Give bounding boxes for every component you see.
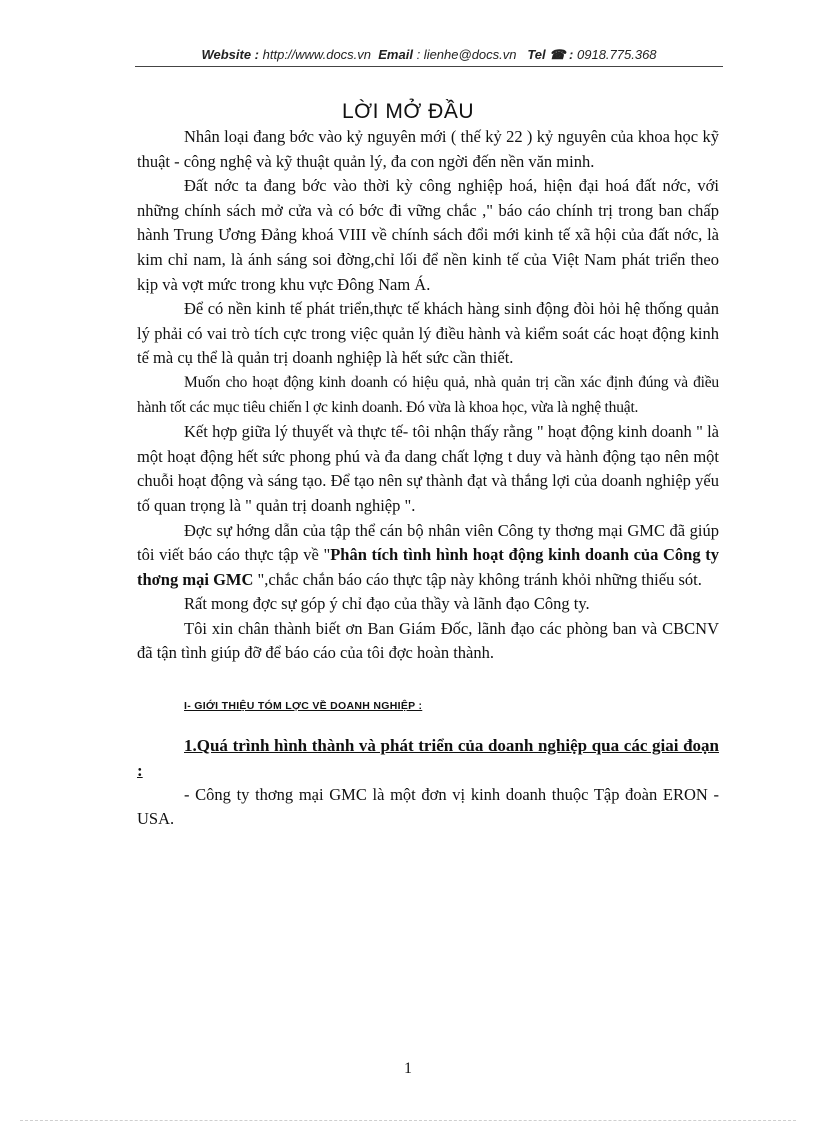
report-topic-bold: Phân tích tình hình hoạt động kinh doanh của Công ty thơng mại GMC xyxy=(137,545,720,589)
spacer xyxy=(137,666,719,694)
page-header xyxy=(135,47,723,63)
paragraph-4: Muốn cho hoạt động kinh doanh có hiệu quả, nhà quản trị cần xác định đúng và điều hành tốt các mục tiêu chiến l ợc kinh doanh. Đó vừa là khoa học, vừa là nghệ thuật. xyxy=(137,373,719,416)
document-body xyxy=(137,125,719,832)
paragraph-1: Nhân loại đang bớc vào kỷ nguyên mới ( thế kỷ 22 ) kỷ nguyên của khoa học kỹ thuật - công nghệ và kỹ thuật quản lý, đa con ngời đến nền văn minh. xyxy=(137,127,719,171)
paragraph-6-text-after: ",chắc chắn báo cáo thực tập này không tránh khỏi những thiếu sót. xyxy=(253,569,702,589)
paragraph-3: Để có nền kinh tế phát triển,thực tế khách hàng sinh động đòi hỏi hệ thống quản lý phải có vai trò tích cực trong việc quản lý điều hành và kiểm soát các hoạt động kinh tế mà cụ thể là quản trị doanh nghiệp là hết sức cần thiết. xyxy=(137,299,719,368)
paragraph-7: Rất mong đợc sự góp ý chỉ đạo của thầy và lãnh đạo Công ty. xyxy=(184,594,590,614)
email-value: : lienhe@docs.vn xyxy=(416,47,517,62)
website-label: Website : xyxy=(201,47,260,62)
paragraph-8: Tôi xin chân thành biết ơn Ban Giám Đốc, lãnh đạo các phòng ban và CBCNV đã tận tình giúp đỡ để báo cáo của tôi đợc hoàn thành. xyxy=(137,618,719,663)
paragraph-6 xyxy=(137,519,719,593)
paragraph-9: - Công ty thơng mại GMC là một đơn vị kinh doanh thuộc Tập đoàn ERON - USA. xyxy=(137,784,719,829)
page-number: 1 xyxy=(404,1060,412,1077)
spacer xyxy=(137,719,719,733)
tel-label: Tel ☎ : xyxy=(527,47,574,62)
email-label: Email xyxy=(378,47,413,62)
paragraph-2: Đất nớc ta đang bớc vào thời kỳ công nghiệp hoá, hiện đại hoá đất nớc, với những chính sách mở cửa và có bớc đi vững chắc ," báo cáo chính trị trong ban chấp hành Trung Ương Đảng khoá VIII về chính sách đổi mới kinh tế xã hội của đất nớc, là kim chỉ nam, là ánh sáng soi đờng,chỉ lối để nền kinh tế của Việt Nam phát triển theo kịp và vợt mức trong khu vực Đông Nam Á. xyxy=(137,176,719,294)
page-bottom-border xyxy=(20,1120,796,1121)
tel-value: 0918.775.368 xyxy=(577,47,657,62)
document-title: LỜI MỞ ĐẦU xyxy=(341,100,475,123)
paragraph-5: Kết hợp giữa lý thuyết và thực tế- tôi nhận thấy rằng " hoạt động kinh doanh " là một hoạt động hết sức phong phú và đa dang chất lợng t duy và hành động tạo nên một chuỗi hoạt động và sáng tạo. Để tạo nên sự thành đạt và thắng lợi của doanh nghiệp yếu tố quan trọng là " quản trị doanh nghiệp ". xyxy=(137,422,719,515)
website-value: http://www.docs.vn xyxy=(262,47,372,62)
paragraph-6-text-before: Đợc sự hớng dẫn của tập thể cán bộ nhân viên Công ty thơng mại GMC đã giúp tôi viết báo cáo thực tập về " xyxy=(137,520,719,565)
subsection-heading: 1.Quá trình hình thành và phát triển của doanh nghiệp qua các giai đoạn : xyxy=(137,735,719,780)
section-heading: I- GIỚI THIỆU TÓM LỢC VỀ DOANH NGHIỆP : xyxy=(184,700,423,713)
header-divider xyxy=(135,66,723,67)
